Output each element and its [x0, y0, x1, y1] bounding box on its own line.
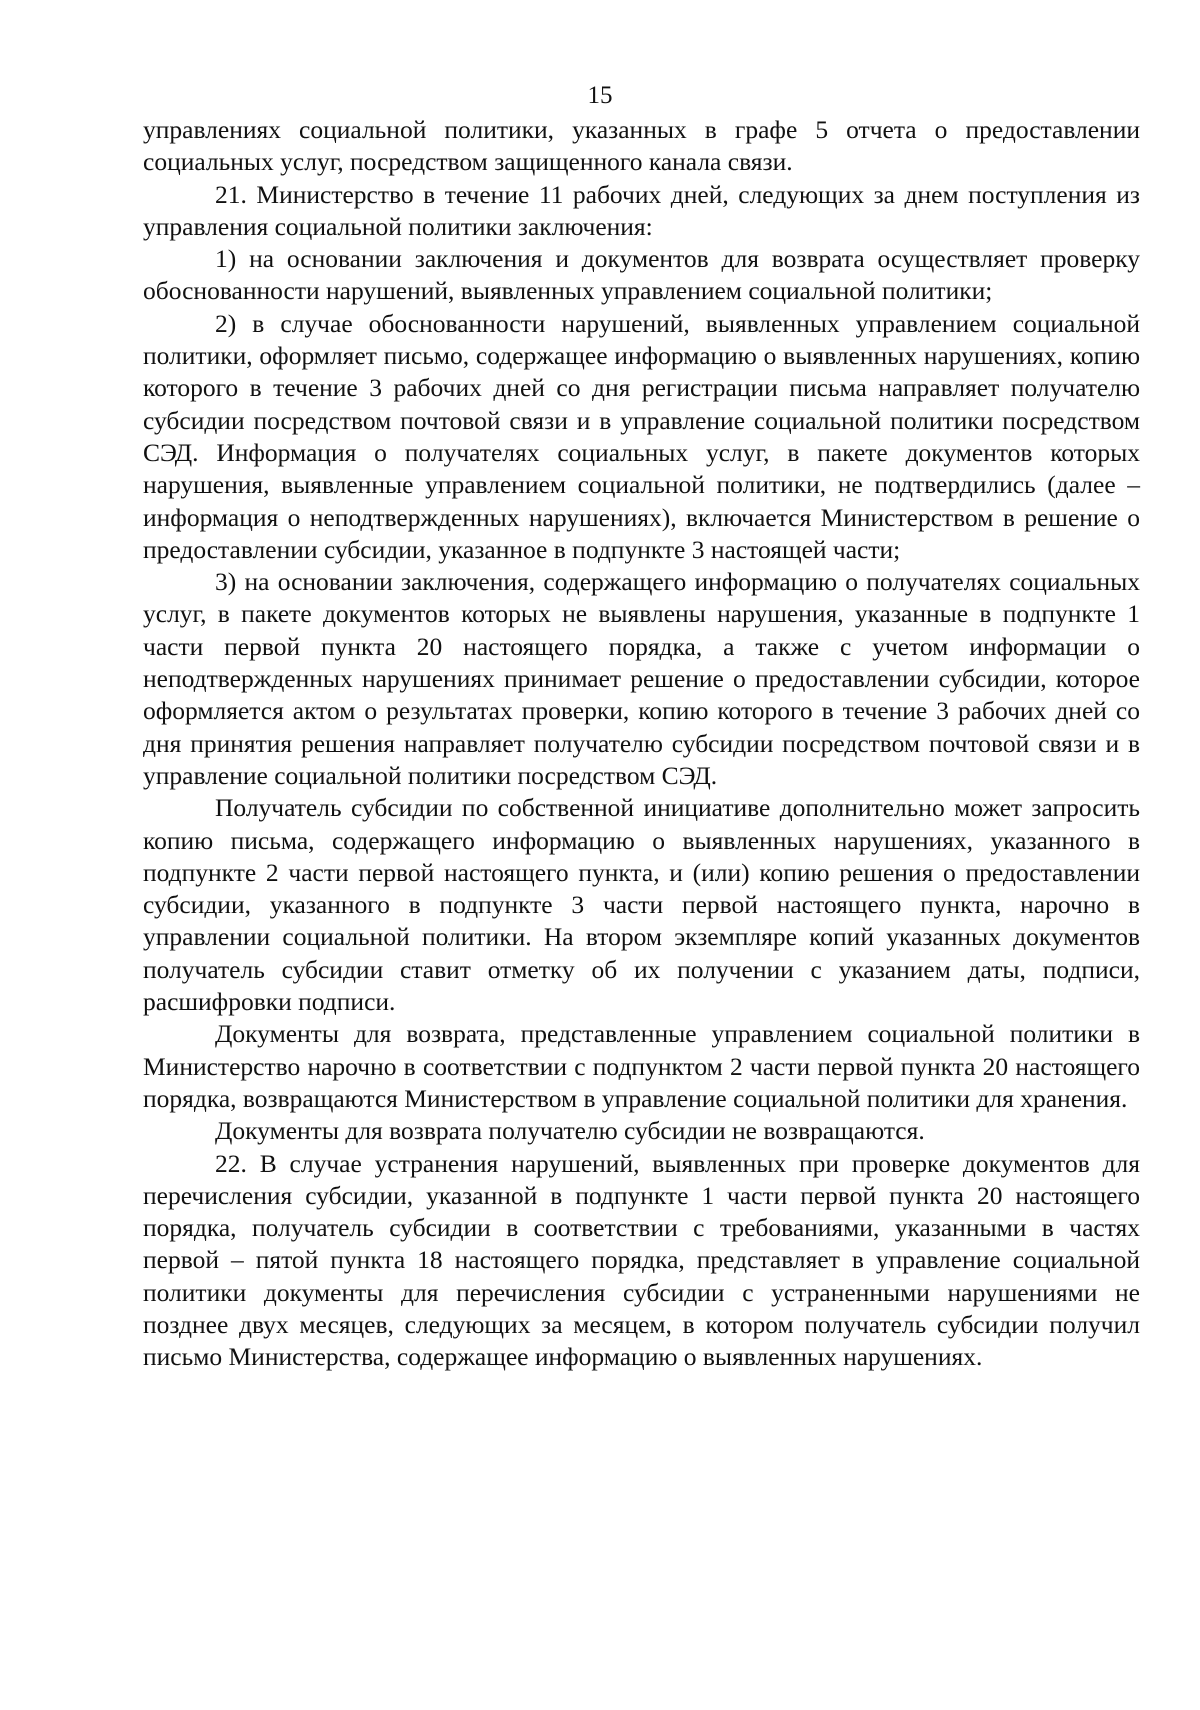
- document-body: [143, 114, 1140, 1374]
- paragraph-recipient-request: Получатель субсидии по собственной инициативе дополнительно может запросить копию письма, содержащего информацию о выявленных нарушениях, указанного в подпункте 2 части первой настоящего пункта, и (или) копию решения о предоставлении субсидии, указанного в подпункте 3 части первой настоящего пункта, нарочно в управлении социальной политики. На втором экземпляре копий указанных документов получатель субсидии ставит отметку об их получении с указанием даты, подписи, расшифровки подписи.: [143, 793, 1140, 1017]
- page-number: 15: [587, 82, 613, 109]
- paragraph-documents-not-returned: Документы для возврата получателю субсидии не возвращаются.: [215, 1116, 925, 1146]
- paragraph-item-21: 21. Министерство в течение 11 рабочих дней, следующих за днем поступления из управления социальной политики заключения:: [143, 179, 1140, 241]
- paragraph-subitem-3: 3) на основании заключения, содержащего информацию о получателях социальных услуг, в пакете документов которых не выявлены нарушения, указанные в подпункте 1 части первой пункта 20 настоящего порядка, а также с учетом информации о неподтвержденных нарушениях принимает решение о предоставлении субсидии, которое оформляется актом о результатах проверки, копию которого в течение 3 рабочих дней со дня принятия решения направляет получателю субсидии посредством почтовой связи и в управление социальной политики посредством СЭД.: [143, 567, 1140, 790]
- paragraph-documents-returned: Документы для возврата, представленные управлением социальной политики в Министерство нарочно в соответствии с подпунктом 2 части первой пункта 20 настоящего порядка, возвращаются Министерством в управление социальной политики для хранения.: [143, 1019, 1140, 1113]
- paragraph-item-22: 22. В случае устранения нарушений, выявленных при проверке документов для перечисления субсидии, указанной в подпункте 1 части первой пункта 20 настоящего порядка, получатель субсидии в соответствии с требованиями, указанными в частях первой – пятой пункта 18 настоящего порядка, представляет в управление социальной политики документы для перечисления субсидии с устраненными нарушениями не позднее двух месяцев, следующих за месяцем, в котором получатель субсидии получил письмо Министерства, содержащее информацию о выявленных нарушениях.: [143, 1148, 1140, 1372]
- paragraph-continuation: управлениях социальной политики, указанных в графе 5 отчета о предоставлении социальных услуг, посредством защищенного канала связи.: [143, 115, 1140, 177]
- paragraph-subitem-1: 1) на основании заключения и документов для возврата осуществляет проверку обоснованности нарушений, выявленных управлением социальной политики;: [143, 244, 1140, 306]
- paragraph-subitem-2: 2) в случае обоснованности нарушений, выявленных управлением социальной политики, оформляет письмо, содержащее информацию о выявленных нарушениях, копию которого в течение 3 рабочих дней со дня регистрации письма направляет получателю субсидии посредством почтовой связи и в управление социальной политики посредством СЭД. Информация о получателях социальных услуг, в пакете документов которых нарушения, выявленные управлением социальной политики, не подтвердились (далее – информация о неподтвержденных нарушениях), включается Министерством в решение о предоставлении субсидии, указанное в подпункте 3 настоящей части;: [143, 308, 1140, 564]
